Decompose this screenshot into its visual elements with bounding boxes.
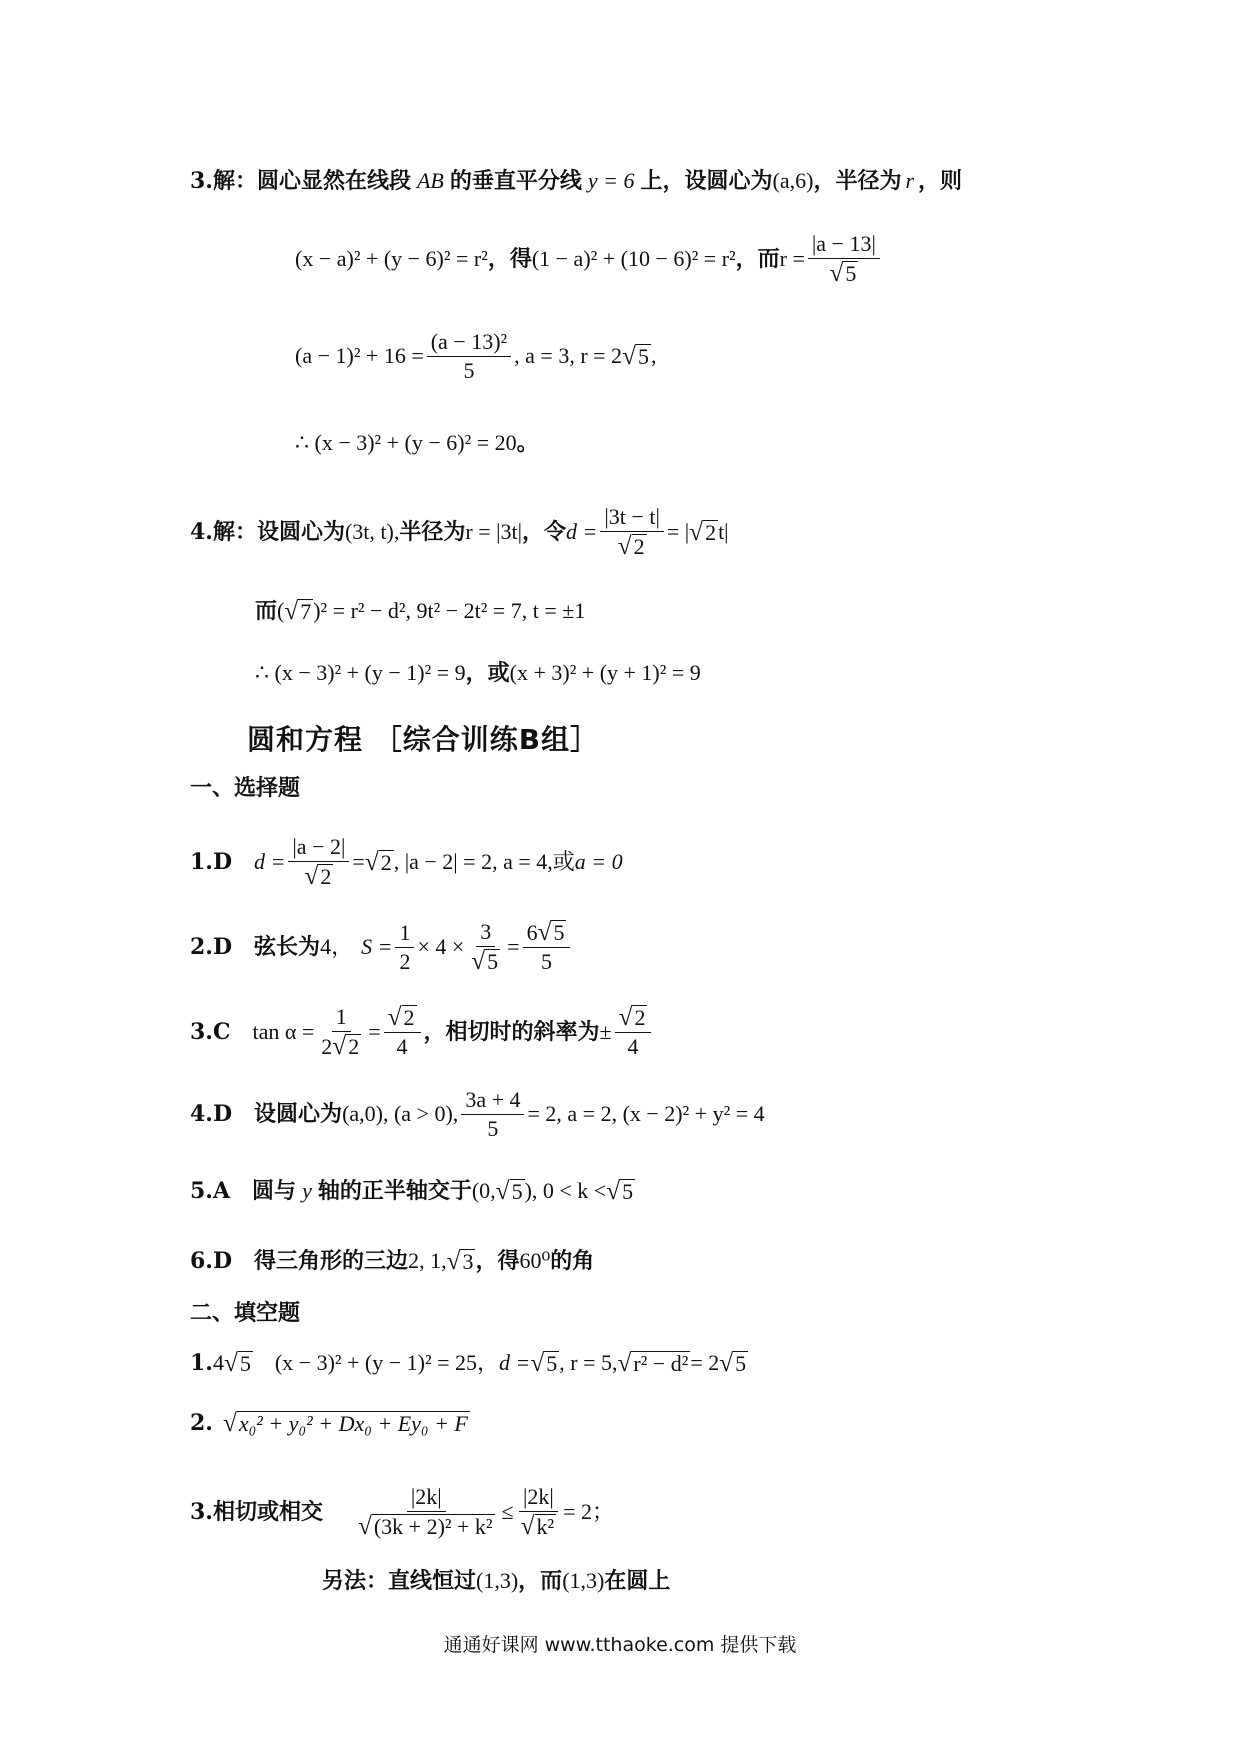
- radical: √ 5: [719, 1348, 747, 1377]
- solution-3-line-3: (a − 1)² + 16 = $\frac{\text{(a − 13)²}}{5}$ , a = 3, r = 2 √ 5 ,: [295, 329, 657, 384]
- fraction: |a − 2| √ 2: [288, 835, 349, 889]
- radical: √ 3: [446, 1246, 474, 1275]
- radical: √ 5: [223, 1348, 251, 1377]
- radical: √ 2: [364, 847, 392, 876]
- radical: √ 2: [618, 1003, 646, 1031]
- radical: √ 5: [471, 947, 499, 976]
- solution-4-line-3: ∴ (x − 3)² + (y − 1)² = 9 ，或 (x + 3)² + (y + 1)² = 9: [255, 660, 701, 686]
- section-heading: 圆和方程 ［综合训练B组］: [247, 723, 600, 756]
- fill-answer-1: 1. 4 √ 5 (x − 3)² + (y − 1)² = 25， d = √ 5 , r = 5, √ r² − d² = 2 √ 5: [190, 1348, 747, 1377]
- radical: √ r² − d²: [617, 1348, 689, 1377]
- page-footer: 通通好课网 www.tthaoke.com 提供下载: [443, 1634, 797, 1656]
- radical: √ 2: [689, 517, 717, 546]
- choice-answer-4: 4.D 设圆心为 (a,0), (a > 0), $\frac{3a + 4}{5}$ = 2, a = 2, (x − 2)² + y² = 4: [190, 1087, 765, 1142]
- radical: √ (3k + 2)² + k²: [357, 1512, 493, 1541]
- fill-answer-2: 2. √ x₀² + y₀² + Dx₀ + Ey₀ + F: [190, 1408, 468, 1437]
- fraction: 3 √ 5: [471, 919, 499, 976]
- section-choice-title: 一、选择题: [190, 775, 301, 801]
- radical: √ k²: [520, 1512, 555, 1541]
- solution-3-line-2: (x − a)² + (y − 6)² = r² ，得 (1 − a)² + (10 − 6)² = r² ，而 r = |a − 13| √ 5: [295, 232, 883, 286]
- choice-answer-6: 6.D 得三角形的三边 2, 1, √ 3 ，得 60⁰ 的角: [190, 1246, 595, 1275]
- solution-4-line-1: 4.解：设圆心为 (3t, t), 半径为 r = |3t| ，令 d = |3t − t| √ 2 = | √ 2 t|: [190, 504, 729, 561]
- radical: √ 5: [829, 259, 857, 288]
- fraction: √ 2 4: [615, 1005, 652, 1059]
- choice-answer-3: 3.C tan α = 1 2 √ 2 = √ 2 4 ，相切时的斜率为 ± √ 2 4: [190, 1005, 654, 1059]
- fill-answer-3-alternative: 另法：直线恒过 (1,3) ，而 (1,3) 在圆上: [322, 1568, 671, 1594]
- fraction: √ 2 4: [384, 1005, 421, 1059]
- radical: √ x₀² + y₀² + Dx₀ + Ey₀ + F: [222, 1408, 468, 1437]
- fraction: |3t − t| √ 2: [600, 505, 663, 559]
- fraction: 6 √ 5 5: [523, 920, 571, 974]
- radical: √ 2: [332, 1032, 360, 1061]
- section-fill-title: 二、填空题: [190, 1300, 301, 1326]
- radical: √ 7: [284, 596, 312, 625]
- radical: √ 5: [495, 1176, 523, 1205]
- radical: √ 5: [530, 1348, 558, 1377]
- choice-answer-1: 1.D d = |a − 2| √ 2 = √ 2 , |a − 2| = 2, a = 4, 或 a = 0: [190, 834, 623, 891]
- fraction: $\frac{1}{2}$: [395, 921, 414, 974]
- fraction: 1 2 √ 2: [321, 1004, 360, 1061]
- radical: √ 5: [537, 918, 565, 946]
- solution-4-line-2: 而 ( √ 7 )² = r² − d², 9t² − 2t² = 7, t = ±1: [255, 596, 586, 625]
- solution-3-line-1: 3.解：圆心显然在线段 AB 的垂直平分线 y = 6 上，设圆心为 (a,6) ，半径为 r ，则: [190, 168, 963, 194]
- solution-3-line-4: ∴ (x − 3)² + (y − 6)² = 20 。: [295, 430, 539, 456]
- choice-answer-5: 5.A 圆与 y 轴的正半轴交于 (0, √ 5 ), 0 < k < √ 5: [190, 1176, 634, 1205]
- radical: √ 5: [622, 342, 649, 371]
- radical: √ 2: [617, 532, 645, 561]
- fraction: |2k| √ k²: [517, 1485, 561, 1539]
- radical: √ 2: [387, 1003, 415, 1031]
- fraction: $\frac{\text{(a − 13)²}}{5}$: [427, 330, 511, 383]
- radical: √ 2: [304, 862, 332, 891]
- fraction: $\frac{3a + 4}{5}$: [461, 1088, 524, 1141]
- fraction: |2k| √ (3k + 2)² + k²: [357, 1484, 493, 1541]
- radical: √ 5: [606, 1176, 634, 1205]
- choice-answer-2: 2.D 弦长为 4， S = $\frac{1}{2}$ × 4 × 3 √ 5 = 6 √ 5 5: [190, 920, 573, 974]
- fill-answer-3: 3.相切或相交 |2k| √ (3k + 2)² + k² ≤ |2k| √ k² = 2；: [190, 1484, 615, 1541]
- fraction: |a − 13| √ 5: [808, 232, 880, 286]
